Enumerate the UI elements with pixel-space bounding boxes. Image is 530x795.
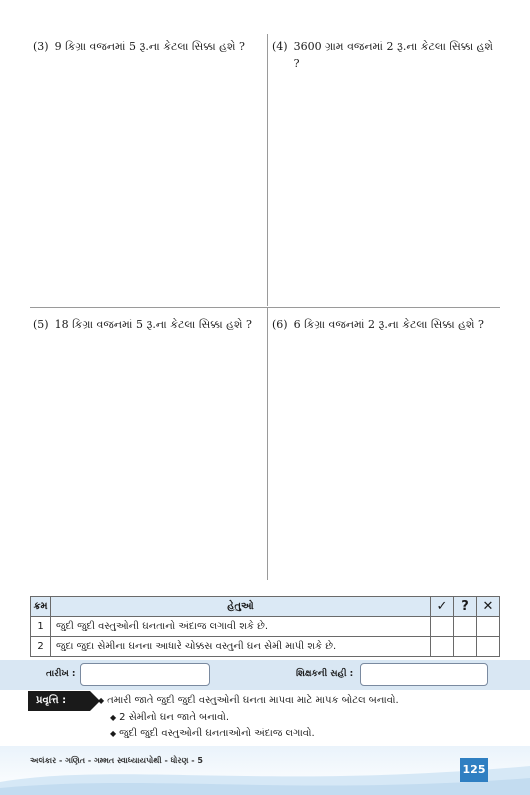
activity-label: પ્રવૃત્તિ : [28, 691, 90, 711]
horizontal-divider [30, 307, 500, 308]
vertical-divider [267, 308, 268, 580]
objectives-table [30, 596, 500, 657]
footer-book-title: અલંકાર - ગણિત - ગમ્મત સ્વાધ્યાયપોથી - ધોરણ - 5 [30, 756, 203, 765]
vertical-divider [267, 34, 268, 306]
activity-item [110, 727, 315, 741]
question-4 [272, 38, 504, 72]
table-row [31, 617, 500, 637]
row-objective: જુદા જુદા સેમીના ઘનના આધારે ચોક્કસ વસ્તુની ઘન સેમી માપી શકે છે. [51, 637, 431, 657]
check-cell[interactable] [431, 637, 454, 657]
cross-cell[interactable] [477, 617, 500, 637]
question-number: (4) [272, 40, 288, 53]
teacher-sign-field[interactable] [360, 663, 488, 686]
question-3 [33, 38, 265, 55]
table-header-row [31, 597, 500, 617]
teacher-sign-label: શિક્ષકની સહી : [296, 669, 354, 679]
table-row [31, 637, 500, 657]
diamond-bullet-icon: ◆ [98, 696, 105, 705]
activity-item [98, 694, 399, 708]
row-number: 2 [31, 637, 51, 657]
question-mark-icon: ? [454, 597, 477, 617]
question-text: 9 કિગ્રા વજનમાં 5 રૂ.ના કેટલા સિક્કા હશે ? [54, 40, 245, 53]
question-text: 6 કિગ્રા વજનમાં 2 રૂ.ના કેટલા સિક્કા હશે ? [293, 318, 484, 331]
check-cell[interactable] [431, 617, 454, 637]
question-text: 3600 ગ્રામ વજનમાં 2 રૂ.ના કેટલા સિક્કા હશે ? [293, 40, 493, 70]
question-cell[interactable] [454, 617, 477, 637]
question-6 [272, 316, 504, 333]
activity-text: જુદી જુદી વસ્તુઓની ઘનતાઓનો અંદાજ લગાવો. [119, 728, 315, 739]
diamond-bullet-icon: ◆ [110, 713, 117, 722]
question-5 [33, 316, 265, 333]
diamond-bullet-icon: ◆ [110, 729, 117, 738]
cross-mark-icon: ✕ [477, 597, 500, 617]
activity-text: 2 સેમીનો ઘન જાતે બનાવો. [119, 712, 230, 723]
check-mark-icon: ✓ [431, 597, 454, 617]
activity-item [110, 711, 229, 725]
cross-cell[interactable] [477, 637, 500, 657]
header-no: ક્રમ [31, 597, 51, 617]
page-number: 125 [460, 758, 488, 782]
header-objectives: હેતુઓ [51, 597, 431, 617]
row-objective: જુદી જુદી વસ્તુઓની ઘનતાનો અંદાજ લગાવી શકે છે. [51, 617, 431, 637]
question-text: 18 કિગ્રા વજનમાં 5 રૂ.ના કેટલા સિક્કા હશે ? [54, 318, 252, 331]
date-field[interactable] [80, 663, 210, 686]
question-cell[interactable] [454, 637, 477, 657]
question-number: (3) [33, 40, 49, 53]
date-label: તારીખ : [46, 669, 76, 679]
row-number: 1 [31, 617, 51, 637]
question-number: (6) [272, 318, 288, 331]
activity-text: તમારી જાતે જુદી જુદી વસ્તુઓની ઘનતા માપવા માટે માપક બોટલ બનાવો. [107, 695, 399, 706]
question-number: (5) [33, 318, 49, 331]
